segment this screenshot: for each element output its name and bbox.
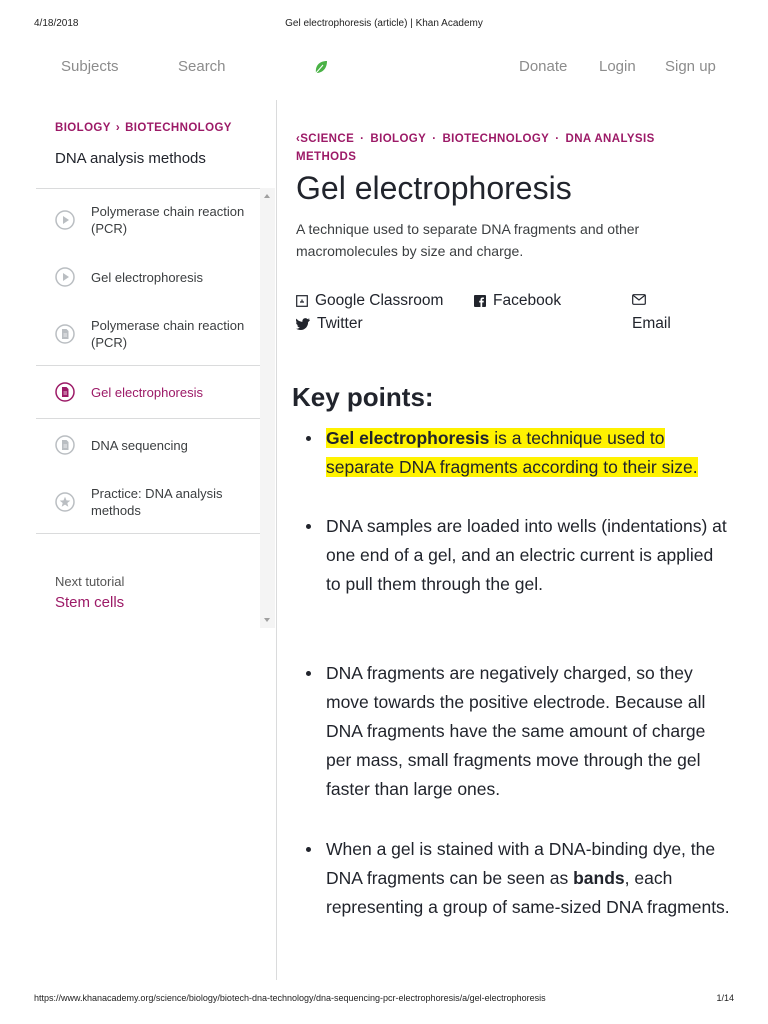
breadcrumb-biotechnology[interactable]: BIOTECHNOLOGY	[442, 133, 550, 145]
twitter-label: Twitter	[317, 315, 363, 332]
facebook-icon	[474, 295, 486, 307]
breadcrumb-biology[interactable]: BIOLOGY	[55, 122, 111, 134]
scroll-up-arrow-icon[interactable]	[264, 194, 270, 198]
sidebar-item-gel-article[interactable]	[36, 365, 260, 419]
video-play-icon	[55, 267, 75, 287]
share-bar	[296, 292, 736, 342]
login-link[interactable]: Login	[599, 58, 636, 75]
next-tutorial-label: Next tutorial	[55, 574, 125, 589]
email-share[interactable]	[632, 315, 671, 333]
sidebar-breadcrumb	[55, 122, 232, 134]
sidebar-item-pcr-article[interactable]	[36, 303, 260, 365]
leaf-icon[interactable]	[314, 60, 328, 74]
breadcrumb-science[interactable]: SCIENCE	[300, 133, 355, 145]
email-label: Email	[632, 315, 671, 332]
star-icon	[55, 492, 75, 512]
facebook-label: Facebook	[493, 292, 562, 309]
sidebar-item-dna-sequencing[interactable]	[36, 419, 260, 471]
sidebar-item-label: Polymerase chain reaction (PCR)	[91, 318, 245, 350]
list-item: DNA fragments are negatively charged, so they move towards the positive electrode. Because all DNA fragments have the same amount of charge per mass, small fragments move through the gel faster than large ones.	[326, 659, 732, 804]
breadcrumb-back-icon[interactable]: ‹	[296, 133, 301, 145]
print-page-title: Gel electrophoresis (article) | Khan Academy	[285, 18, 483, 29]
print-url: https://www.khanacademy.org/science/biology/biotech-dna-technology/dna-sequencing-pcr-electrophoresis/a/gel-electrophoresis	[34, 993, 546, 1003]
twitter-icon	[296, 318, 310, 330]
list-item	[326, 424, 732, 482]
facebook-share[interactable]	[474, 292, 561, 310]
breadcrumb-dot: ·	[360, 133, 365, 145]
sidebar-title: DNA analysis methods	[55, 150, 206, 167]
sidebar-item-gel-video[interactable]	[36, 251, 260, 303]
email-share-icon-button[interactable]	[632, 294, 653, 305]
bold-term: bands	[573, 868, 625, 888]
article-icon	[55, 382, 75, 402]
bold-term: Gel electrophoresis	[326, 428, 490, 448]
article-icon	[55, 324, 75, 344]
breadcrumb-dna-analysis-methods[interactable]: DNA ANALYSIS METHODS	[296, 133, 655, 163]
sidebar-item-label: Practice: DNA analysis methods	[91, 486, 223, 518]
sidebar-item-practice[interactable]	[36, 471, 260, 533]
print-page-number: 1/14	[716, 993, 734, 1003]
sidebar	[36, 100, 277, 980]
signup-link[interactable]: Sign up	[665, 58, 716, 75]
article-title: Gel electrophoresis	[296, 170, 572, 206]
scroll-down-arrow-icon[interactable]	[264, 618, 270, 622]
breadcrumb-separator: ›	[115, 122, 121, 134]
sidebar-scrollbar[interactable]	[260, 188, 275, 628]
sidebar-item-label: Polymerase chain reaction (PCR)	[91, 204, 245, 236]
breadcrumb-biotechnology[interactable]: BIOTECHNOLOGY	[125, 122, 232, 134]
tutorial-list	[36, 188, 260, 534]
google-classroom-label: Google Classroom	[315, 292, 444, 309]
video-play-icon	[55, 210, 75, 230]
sidebar-item-label: Gel electrophoresis	[91, 384, 203, 400]
list-item	[326, 835, 732, 922]
bullet-text: When a gel is stained with a DNA-binding dye, the DNA fragments can be seen as	[326, 839, 716, 888]
key-points-heading: Key points:	[292, 382, 434, 412]
article-summary: A technique used to separate DNA fragments and other macromolecules by size and charge.	[296, 221, 640, 259]
sidebar-item-label: DNA sequencing	[91, 437, 188, 453]
twitter-share[interactable]	[296, 315, 363, 333]
breadcrumb-dot: ·	[555, 133, 560, 145]
google-classroom-icon	[296, 295, 308, 307]
breadcrumb-biology[interactable]: BIOLOGY	[370, 133, 427, 145]
highlighted-text	[326, 428, 698, 477]
list-item: DNA samples are loaded into wells (indentations) at one end of a gel, and an electric current is applied to pull them through the gel.	[326, 512, 732, 599]
print-date: 4/18/2018	[34, 18, 79, 29]
sidebar-item-pcr-video[interactable]	[36, 189, 260, 251]
subjects-menu[interactable]: Subjects	[61, 58, 119, 75]
next-tutorial-link[interactable]: Stem cells	[55, 594, 125, 611]
breadcrumb-dot: ·	[432, 133, 437, 145]
article-icon	[55, 435, 75, 455]
bullet-text: , each representing a group of same-sized DNA fragments.	[326, 868, 730, 917]
google-classroom-share[interactable]	[296, 292, 443, 310]
search-link[interactable]: Search	[178, 58, 226, 75]
top-nav	[0, 58, 768, 82]
donate-link[interactable]: Donate	[519, 58, 568, 75]
email-icon	[632, 294, 646, 305]
article-breadcrumb	[296, 130, 696, 166]
sidebar-item-label: Gel electrophoresis	[91, 269, 203, 285]
bullet-text: is a technique used to separate DNA fragments according to their size.	[326, 428, 698, 477]
